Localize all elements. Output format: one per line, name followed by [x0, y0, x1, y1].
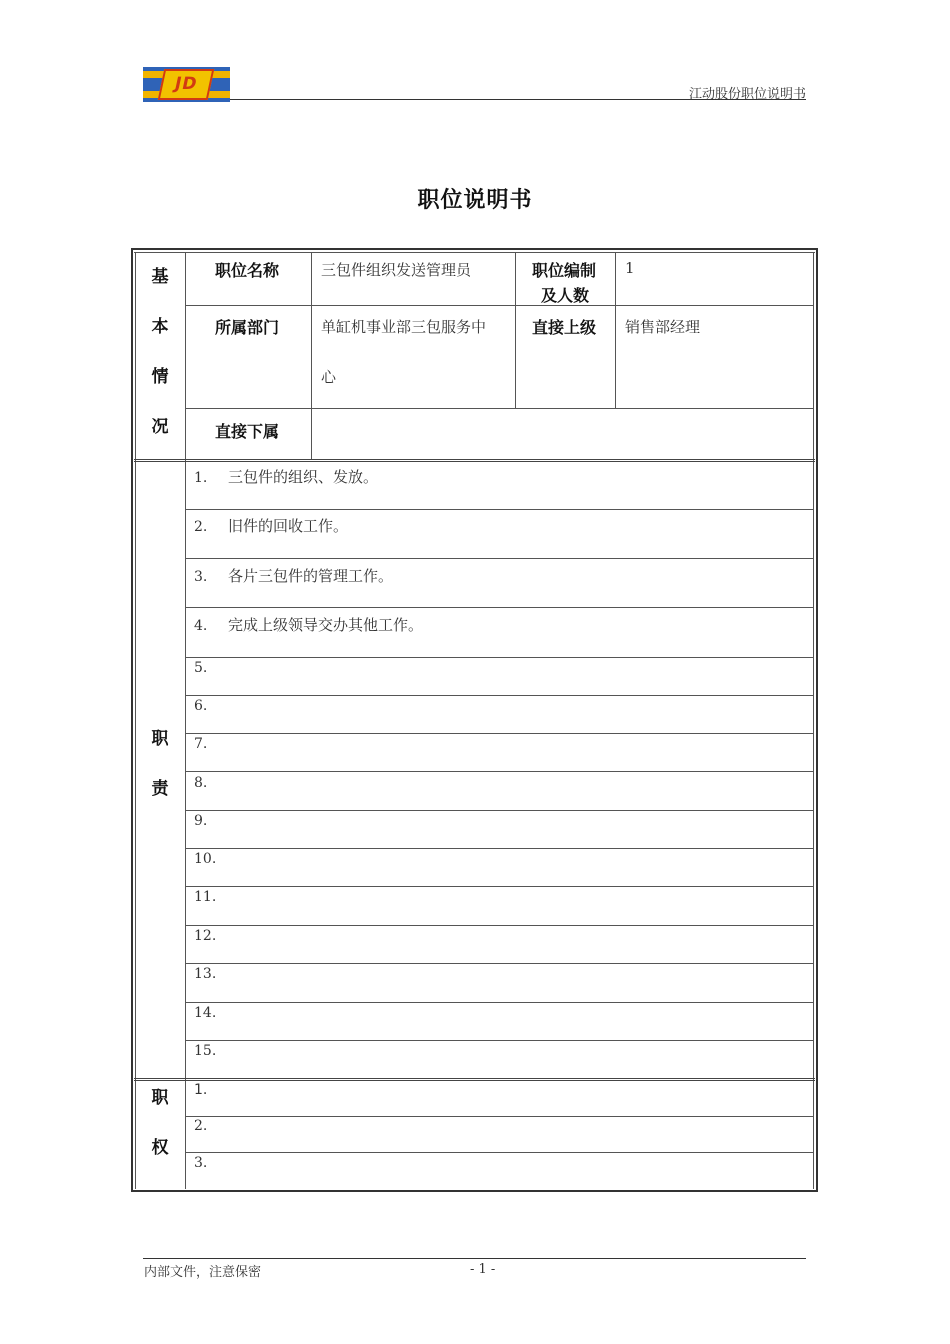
header-doc-name: 江动股份职位说明书 [688, 87, 806, 102]
duty-item [194, 698, 228, 714]
duty-text: 各片三包件的管理工作。 [228, 567, 394, 585]
footer-confidential: 内部文件，注意保密 [144, 1265, 262, 1280]
table-rule [185, 925, 813, 926]
table-rule [185, 1040, 813, 1041]
position-name-label: 职位名称 [215, 261, 280, 280]
table-rule [185, 252, 186, 1189]
table-rule [185, 695, 813, 696]
duty-number: 9. [194, 813, 208, 829]
duty-number: 8. [194, 775, 208, 791]
section-label-authority [145, 1083, 175, 1183]
table-rule [185, 733, 813, 734]
authority-number: 2. [194, 1118, 208, 1134]
duty-number: 2. [194, 519, 208, 535]
table-rule [185, 305, 813, 306]
section-label-char: 本 [151, 317, 169, 337]
section-label-char: 基 [151, 267, 169, 287]
duty-text: 完成上级领导交办其他工作。 [228, 616, 424, 634]
duty-item [194, 466, 378, 487]
duty-item [194, 889, 228, 905]
authority-item [194, 1118, 228, 1134]
table-rule [185, 509, 813, 510]
table-rule [813, 252, 814, 1189]
headcount-value: 1 [625, 259, 635, 277]
duty-item [194, 614, 423, 635]
duty-number: 11. [194, 889, 217, 905]
section-label-char: 权 [151, 1138, 169, 1158]
duty-item [194, 565, 393, 586]
table-rule [615, 252, 616, 408]
section-divider [134, 1078, 815, 1081]
duty-number: 3. [194, 569, 208, 585]
section-label-char: 责 [151, 779, 169, 799]
duty-item [194, 851, 228, 867]
duty-item [194, 775, 228, 791]
table-rule [185, 848, 813, 849]
table-rule [185, 1152, 813, 1153]
table-rule [515, 252, 516, 408]
headcount-label-2: 及人数 [541, 286, 590, 305]
duty-number: 14. [194, 1005, 217, 1021]
table-rule [185, 771, 813, 772]
page-number: - 1 - [470, 1262, 496, 1277]
duty-number: 1. [194, 470, 208, 486]
authority-number: 1. [194, 1082, 208, 1098]
table-rule [185, 558, 813, 559]
page-title: 职位说明书 [417, 188, 533, 213]
duty-text: 旧件的回收工作。 [228, 517, 349, 535]
authority-number: 3. [194, 1155, 208, 1171]
table-rule [185, 607, 813, 608]
duty-item [194, 813, 228, 829]
section-label-char: 情 [151, 367, 169, 387]
duty-item [194, 660, 228, 676]
company-logo [143, 67, 230, 102]
table-rule [185, 1002, 813, 1003]
duty-number: 4. [194, 618, 208, 634]
department-value: 单缸机事业部三包服务中 [321, 318, 487, 336]
section-label-char: 职 [151, 729, 169, 749]
table-rule [185, 657, 813, 658]
duty-number: 10. [194, 851, 217, 867]
duty-item [194, 736, 228, 752]
duty-number: 13. [194, 966, 217, 982]
authority-item [194, 1082, 228, 1098]
footer-rule [143, 1258, 806, 1259]
duty-number: 12. [194, 928, 217, 944]
table-rule [185, 810, 813, 811]
duty-number: 5. [194, 660, 208, 676]
supervisor-value: 销售部经理 [625, 318, 701, 336]
position-name-value: 三包件组织发送管理员 [321, 261, 472, 279]
duty-item [194, 515, 348, 536]
table-rule [185, 963, 813, 964]
job-description-table [131, 248, 818, 1192]
duty-text: 三包件的组织、发放。 [228, 468, 379, 486]
department-label: 所属部门 [215, 318, 280, 337]
duty-item [194, 1043, 228, 1059]
section-divider [134, 459, 815, 462]
duty-item [194, 928, 228, 944]
duty-item [194, 1005, 228, 1021]
table-rule [185, 886, 813, 887]
logo-mark: JD [158, 69, 215, 100]
supervisor-label: 直接上级 [532, 318, 597, 337]
section-label-basic [145, 262, 175, 462]
authority-item [194, 1155, 228, 1171]
section-label-char: 况 [151, 417, 169, 437]
duty-number: 6. [194, 698, 208, 714]
section-label-char: 职 [151, 1088, 169, 1108]
duty-item [194, 966, 228, 982]
section-label-duties [145, 724, 175, 824]
duty-number: 7. [194, 736, 208, 752]
table-rule [311, 252, 312, 460]
table-rule [135, 252, 136, 1189]
table-rule [185, 408, 813, 409]
subordinate-label: 直接下属 [215, 422, 280, 441]
headcount-label: 职位编制 [532, 261, 597, 280]
department-value-cont: 心 [321, 368, 337, 386]
table-rule [134, 252, 815, 253]
duty-number: 15. [194, 1043, 217, 1059]
table-rule [185, 1116, 813, 1117]
